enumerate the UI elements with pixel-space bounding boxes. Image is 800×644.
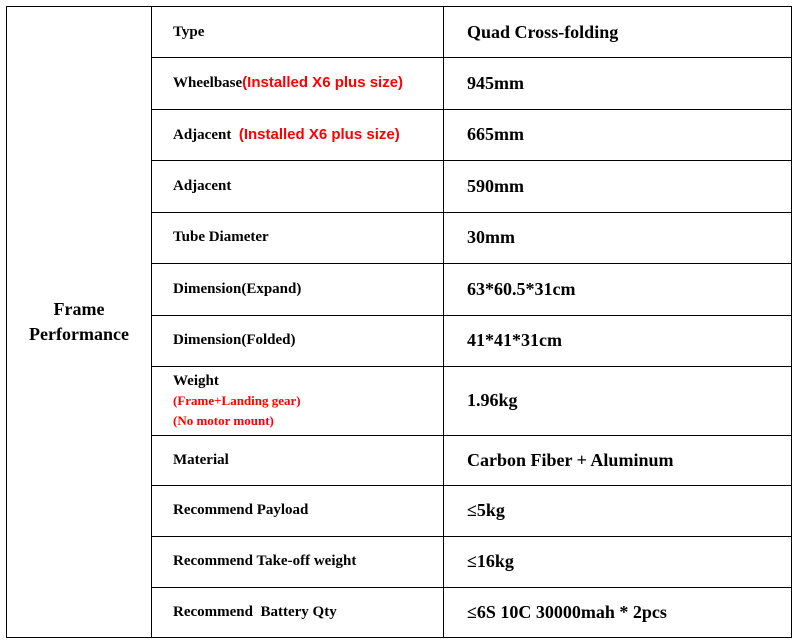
value-text: 590mm bbox=[467, 175, 524, 196]
label-text: Recommend Take-off weight bbox=[173, 553, 357, 569]
label-note: (Installed X6 plus size) bbox=[242, 74, 404, 91]
value-text: 30mm bbox=[467, 227, 515, 247]
row-label-takeoff-weight bbox=[173, 536, 443, 587]
row-label-battery-qty bbox=[173, 587, 443, 637]
value-text: ≤6S 10C 30000mah * 2pcs bbox=[467, 601, 667, 622]
value-text: ≤5kg bbox=[467, 500, 505, 520]
row-label-adjacent-x6 bbox=[173, 109, 443, 160]
spec-table bbox=[6, 6, 792, 638]
label-text: Recommend Battery Qty bbox=[173, 603, 337, 620]
value-text: ≤16kg bbox=[467, 551, 514, 571]
column-divider bbox=[151, 7, 152, 637]
row-label-tube-diameter bbox=[173, 212, 443, 263]
row-label-payload bbox=[173, 485, 443, 536]
value-text: 1.96kg bbox=[467, 390, 518, 410]
row-label-dimension-folded bbox=[173, 315, 443, 366]
label-note: (Frame+Landing gear) bbox=[173, 392, 301, 408]
row-value-adjacent bbox=[467, 160, 792, 212]
value-text: 41*41*31cm bbox=[467, 330, 562, 350]
row-label-dimension-expand bbox=[173, 263, 443, 315]
row-label-wheelbase bbox=[173, 57, 443, 109]
row-value-wheelbase bbox=[467, 57, 792, 109]
label-text: Tube Diameter bbox=[173, 229, 269, 245]
row-value-takeoff-weight bbox=[467, 536, 792, 587]
label-text: Material bbox=[173, 451, 229, 468]
value-text: Carbon Fiber + Aluminum bbox=[467, 449, 674, 470]
row-label-type bbox=[173, 7, 443, 57]
label-text: Adjacent bbox=[173, 126, 232, 143]
row-label-material bbox=[173, 435, 443, 485]
row-value-adjacent-x6 bbox=[467, 109, 792, 160]
value-text: 945mm bbox=[467, 72, 524, 93]
label-text: Adjacent bbox=[173, 177, 232, 194]
row-label-weight bbox=[173, 366, 443, 435]
label-text: Dimension(Expand) bbox=[173, 280, 302, 297]
row-label-adjacent bbox=[173, 160, 443, 212]
row-value-type bbox=[467, 7, 792, 57]
column-divider bbox=[443, 7, 444, 637]
value-text: Quad Cross-folding bbox=[467, 21, 619, 42]
row-value-dimension-expand bbox=[467, 263, 792, 315]
label-text: Type bbox=[173, 23, 205, 40]
row-value-tube-diameter bbox=[467, 212, 792, 263]
row-value-payload bbox=[467, 485, 792, 536]
row-value-weight bbox=[467, 366, 792, 435]
label-text: Weight bbox=[173, 372, 219, 389]
row-value-dimension-folded bbox=[467, 315, 792, 366]
value-text: 665mm bbox=[467, 124, 524, 144]
row-value-battery-qty bbox=[467, 587, 792, 637]
group-label-line2: Performance bbox=[29, 324, 129, 344]
label-note-secondary: (No motor mount) bbox=[173, 412, 274, 428]
label-text: Recommend Payload bbox=[173, 502, 309, 518]
label-note: (Installed X6 plus size) bbox=[238, 125, 400, 143]
group-label-cell bbox=[7, 7, 151, 637]
label-text: Wheelbase bbox=[173, 75, 243, 91]
group-label-line1: Frame bbox=[53, 299, 105, 319]
row-value-material bbox=[467, 435, 792, 485]
label-text: Dimension(Folded) bbox=[173, 332, 296, 348]
value-text: 63*60.5*31cm bbox=[467, 278, 576, 299]
